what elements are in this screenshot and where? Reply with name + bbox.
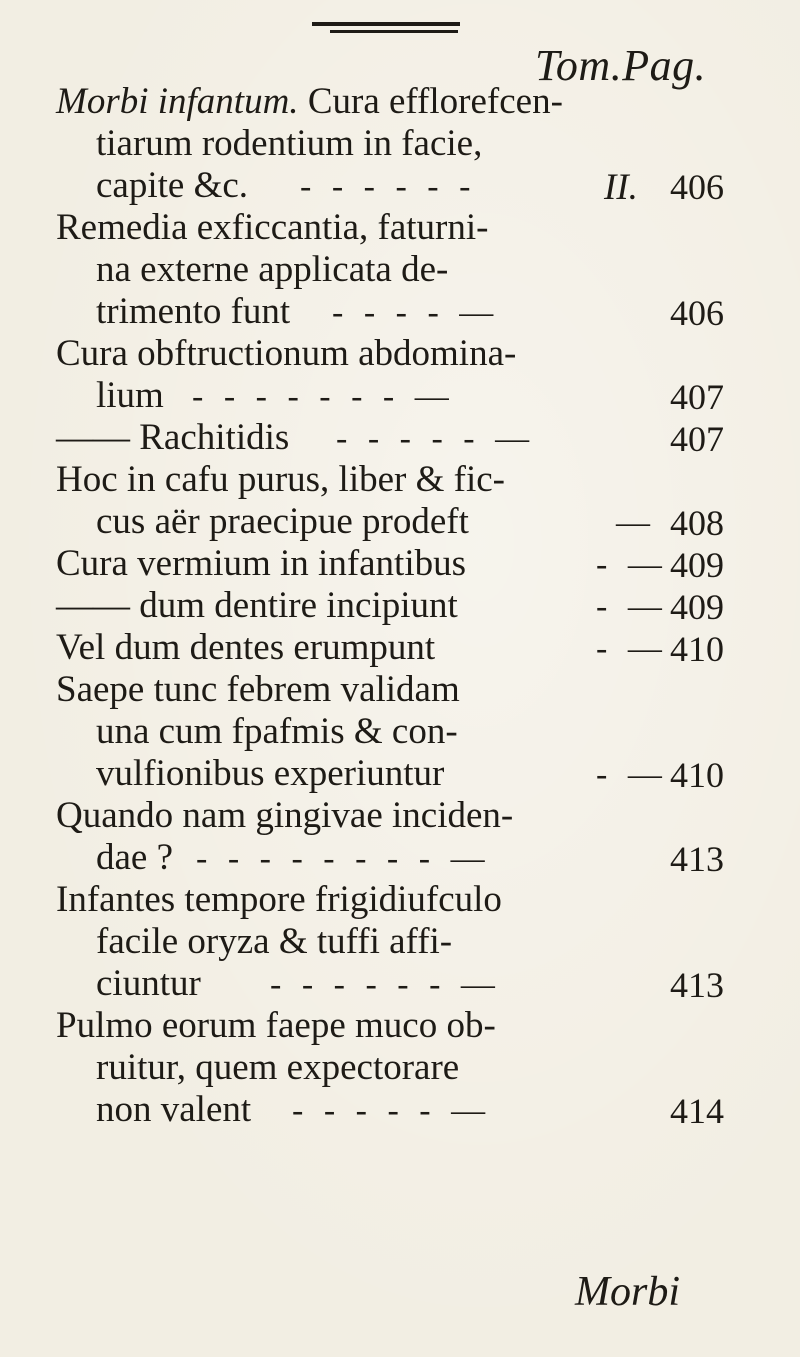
entry-line: [56, 880, 502, 920]
entry-line: [96, 922, 452, 962]
entry-text: lium: [96, 375, 164, 416]
entry-line: [96, 838, 173, 878]
entry-line: [56, 670, 460, 710]
page-number: 410: [670, 629, 724, 669]
entry-text: Pulmo eorum faepe muco ob-: [56, 1005, 496, 1046]
entry-line: [56, 418, 289, 458]
entry-line: [56, 460, 505, 500]
dot-leader: - —: [596, 546, 668, 583]
entry-line: [56, 334, 516, 374]
entry-text: trimento funt: [96, 291, 291, 332]
entry-line: [56, 82, 563, 122]
page-number: 406: [670, 167, 724, 207]
page-number: 407: [670, 419, 724, 459]
page-number: 409: [670, 587, 724, 627]
entry-line: [96, 166, 248, 206]
entry-line: [96, 1090, 251, 1130]
entry-text: dae ?: [96, 837, 174, 878]
decorative-rule: [312, 22, 460, 26]
entry-text: Quando nam gingivae inciden-: [56, 795, 514, 836]
entry-line: [96, 124, 482, 164]
entry-line: [56, 586, 458, 626]
page-number: 413: [670, 839, 724, 879]
page-number: 413: [670, 965, 724, 1005]
entry-line: [56, 628, 435, 668]
decorative-rule-lower: [330, 30, 458, 33]
page-number: 410: [670, 755, 724, 795]
catchword: Morbi: [575, 1269, 680, 1315]
column-header: Tom.Pag.: [535, 41, 707, 90]
entry-line: [96, 964, 201, 1004]
entry-text: Vel dum dentes erumpunt: [56, 627, 436, 668]
entry-line: [96, 712, 458, 752]
entry-text: ruitur, quem expectorare: [96, 1047, 460, 1088]
page-number: 406: [670, 293, 724, 333]
entry-text: ciuntur: [96, 963, 201, 1004]
entry-text: Cura obftructionum abdomina-: [56, 333, 517, 374]
dot-leader: - - - - - - - —: [192, 378, 455, 415]
volume-number: II.: [604, 167, 638, 208]
dot-leader: - - - - —: [332, 294, 500, 331]
entry-text: Cura vermium in infantibus: [56, 543, 467, 584]
entry-line: [56, 544, 466, 584]
dot-leader: - - - - - - - - —: [196, 840, 491, 877]
entry-text: cus aër praecipue prodeft: [96, 501, 469, 542]
entry-heading: Morbi infantum.: [56, 81, 299, 122]
entry-text: na externe applicata de-: [96, 249, 449, 290]
dot-leader: - - - - - - —: [270, 966, 501, 1003]
page-number: 407: [670, 377, 724, 417]
dot-leader: - - - - - —: [336, 420, 536, 457]
dot-leader: - —: [596, 630, 668, 667]
dot-leader: - —: [596, 588, 668, 625]
dot-leader: —: [616, 504, 656, 541]
entry-line: [96, 1048, 459, 1088]
entry-line: [56, 1006, 496, 1046]
dot-leader: - —: [596, 756, 668, 793]
entry-text: facile oryza & tuffi affi-: [96, 921, 453, 962]
entry-text: una cum fpafmis & con-: [96, 711, 458, 752]
entry-text: Infantes tempore frigidiufculo: [56, 879, 502, 920]
page-number: 409: [670, 545, 724, 585]
entry-text: —— dum dentire incipiunt: [56, 585, 458, 626]
entry-text: Remedia exficcantia, faturni-: [56, 207, 489, 248]
entry-text: tiarum rodentium in facie,: [96, 123, 483, 164]
entry-line: [56, 208, 488, 248]
entry-line: [96, 250, 448, 290]
entry-line: [96, 502, 469, 542]
entry-text: —— Rachitidis: [56, 417, 290, 458]
page-number: 414: [670, 1091, 724, 1131]
entry-text: vulfionibus experiuntur: [96, 753, 445, 794]
entry-text: Cura efflorefcen-: [298, 81, 563, 122]
entry-line: [96, 292, 290, 332]
entry-line: [56, 796, 513, 836]
entry-line: [96, 754, 444, 794]
entry-line: [96, 376, 164, 416]
entry-text: capite &c.: [96, 165, 249, 206]
page-number: 408: [670, 503, 724, 543]
dot-leader: - - - - - -: [300, 168, 477, 205]
entry-text: Saepe tunc febrem validam: [56, 669, 460, 710]
entry-text: Hoc in cafu purus, liber & fic-: [56, 459, 505, 500]
dot-leader: - - - - - —: [292, 1092, 492, 1129]
entry-text: non valent: [96, 1089, 252, 1130]
